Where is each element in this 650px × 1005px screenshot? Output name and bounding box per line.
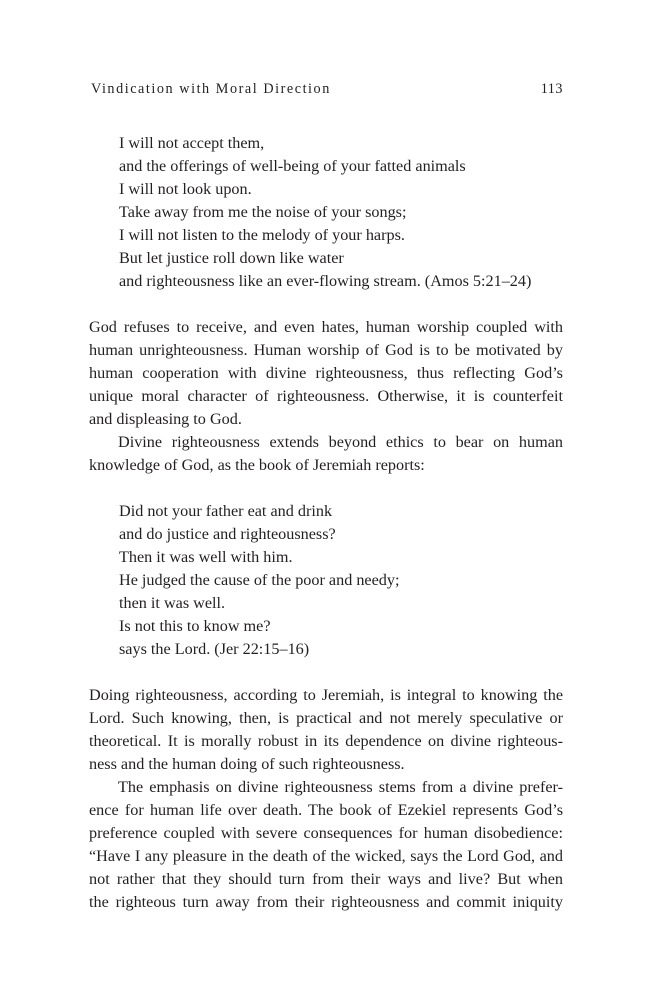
paragraph-line: Divine righteousness extends beyond ethics to bear on human: [118, 433, 563, 451]
verse-line: says the Lord. (Jer 22:15–16): [119, 640, 310, 658]
verse-line: Then it was well with him.: [119, 548, 293, 566]
paragraph-line: the righteous turn away from their righteousness and commit iniquity: [89, 893, 563, 911]
verse-line: Is not this to know me?: [119, 617, 271, 635]
verse-line: and the offerings of well-being of your fatted animals: [119, 157, 466, 175]
paragraph-line: human cooperation with divine righteousness, thus reflecting God’s: [89, 364, 563, 382]
verse-line: and righteousness like an ever-flowing stream. (Amos 5:21–24): [119, 272, 532, 290]
paragraph-line: Doing righteousness, according to Jeremiah, is integral to knowing the: [89, 686, 563, 704]
paragraph-line: “Have I any pleasure in the death of the wicked, says the Lord God, and: [89, 847, 563, 865]
paragraph-line: knowledge of God, as the book of Jeremiah reports:: [89, 456, 425, 474]
verse-line: But let justice roll down like water: [119, 249, 344, 267]
verse-line: I will not listen to the melody of your harps.: [119, 226, 405, 244]
running-head-title: Vindication with Moral Direction: [91, 81, 331, 97]
paragraph-line: The emphasis on divine righteousness stems from a divine prefer-: [118, 778, 563, 796]
paragraph-line: and displeasing to God.: [89, 410, 242, 428]
verse-line: Take away from me the noise of your songs;: [119, 203, 407, 221]
verse-line: then it was well.: [119, 594, 226, 612]
verse-line: and do justice and righteousness?: [119, 525, 336, 543]
paragraph-line: preference coupled with severe consequences for human disobedience:: [89, 824, 563, 842]
running-head: [91, 78, 563, 100]
verse-line: Did not your father eat and drink: [119, 502, 333, 520]
verse-line: I will not accept them,: [119, 134, 265, 152]
paragraph-line: ence for human life over death. The book of Ezekiel represents God’s: [89, 801, 563, 819]
verse-line: He judged the cause of the poor and needy;: [119, 571, 400, 589]
paragraph-line: not rather that they should turn from their ways and live? But when: [89, 870, 563, 888]
paragraph-line: God refuses to receive, and even hates, human worship coupled with: [89, 318, 563, 336]
verse-line: I will not look upon.: [119, 180, 252, 198]
page-number: 113: [540, 81, 563, 97]
paragraph-line: human unrighteousness. Human worship of God is to be motivated by: [89, 341, 563, 359]
paragraph-line: ness and the human doing of such righteousness.: [89, 755, 405, 773]
paragraph-line: theoretical. It is morally robust in its dependence on divine righteous-: [89, 732, 563, 750]
paragraph-line: Lord. Such knowing, then, is practical and not merely speculative or: [89, 709, 563, 727]
paragraph-line: unique moral character of righteousness. Otherwise, it is counterfeit: [89, 387, 563, 405]
